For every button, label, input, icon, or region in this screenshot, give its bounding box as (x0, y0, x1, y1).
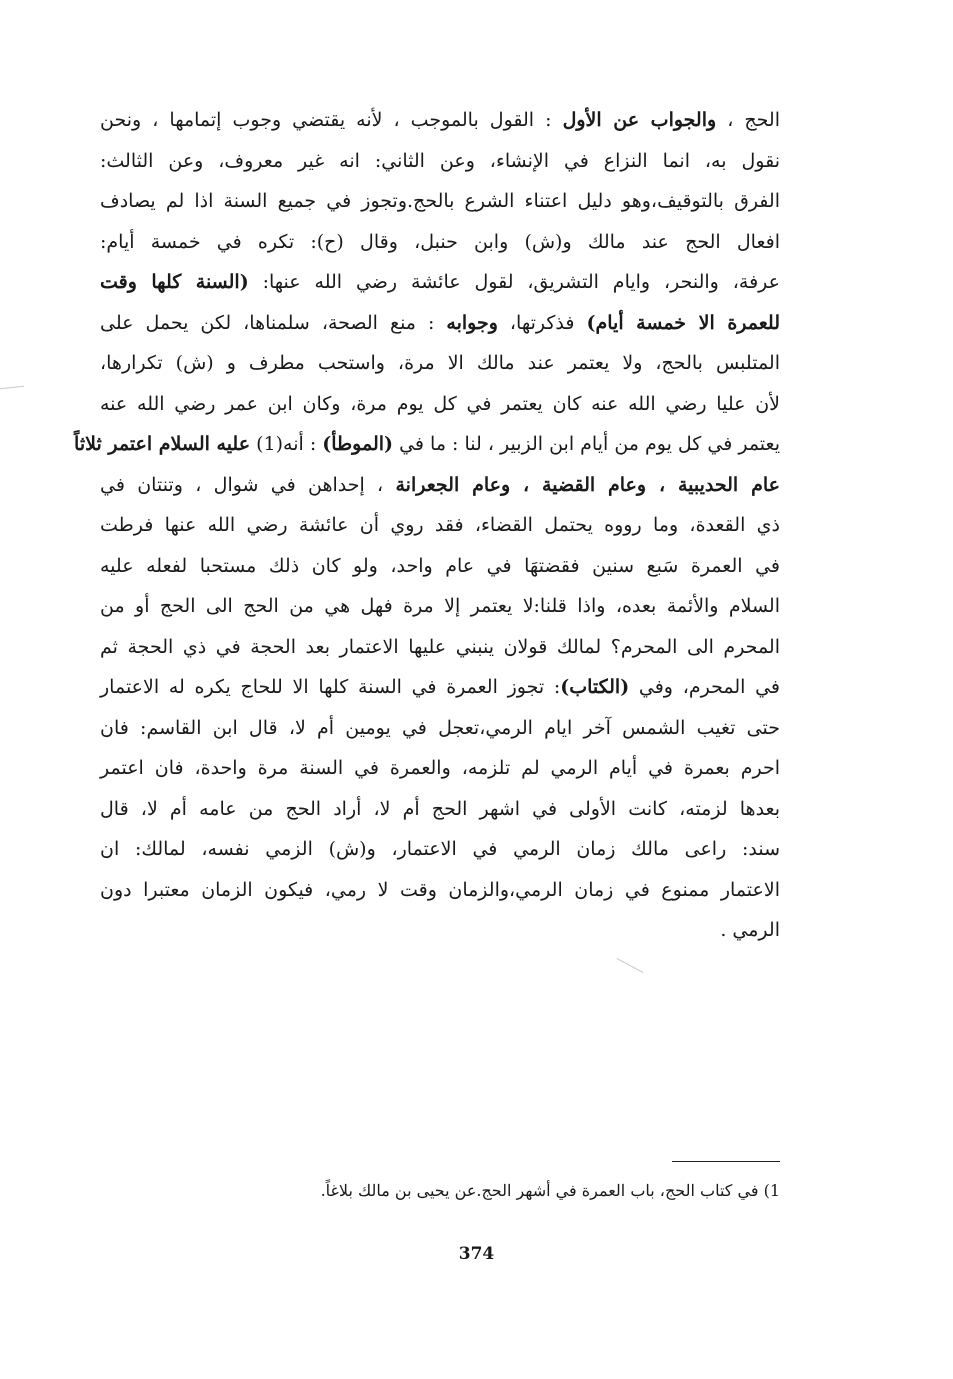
text-line (100, 627, 780, 668)
text-run: في المحرم، وفي (629, 676, 781, 698)
text-line (74, 424, 780, 465)
text-line (100, 262, 780, 303)
text-line (100, 870, 780, 911)
text-line (100, 303, 780, 344)
text-line (100, 667, 780, 708)
text-run: : أنه(1) (250, 433, 323, 455)
text-line (100, 586, 780, 627)
text-line (100, 465, 780, 506)
text-line (100, 829, 780, 870)
bold-phrase: عليه السلام اعتمر ثلاثاً (74, 433, 251, 455)
body-text (74, 100, 781, 951)
bold-phrase: (السنة كلها وقت (100, 271, 249, 293)
text-line (100, 505, 780, 546)
bold-phrase: عام الحديبية ، وعام القضية ، وعام الجعرانة (395, 473, 780, 496)
text-line (100, 789, 780, 830)
bold-phrase: للعمرة الا خمسة أيام) (586, 311, 780, 334)
text-line (100, 546, 780, 587)
text-run: افعال الحج عند مالك و(ش) وابن حنبل، وقال (ح): تكره في خمسة أيام: (100, 230, 780, 253)
text-run: ، إحداهن في شوال ، وتنتان في (100, 473, 396, 496)
page-number: 374 (458, 1244, 495, 1264)
text-run: الاعتمار ممنوع في زمان الرمي،والزمان وقت لا رمي، فيكون الزمان معتبرا دون (100, 878, 780, 901)
bold-phrase: وجوابه (446, 311, 498, 334)
text-run: فذكرتها، (497, 311, 587, 334)
text-line (100, 100, 780, 141)
text-run: حتى تغيب الشمس آخر ايام الرمي،تعجل في يومين أم لا، قال ابن القاسم: فان (100, 716, 780, 739)
footnote: 1) في كتاب الحج، باب العمرة في أشهر الحج.عن يحيى بن مالك بلاغاً. (320, 1181, 780, 1200)
text-run: بعدها لزمته، كانت الأولى في اشهر الحج أم لا، أراد الحج من عامه أم لا، قال (100, 797, 780, 820)
scan-artifact (617, 958, 644, 973)
text-run: : منع الصحة، سلمناها، لكن يحمل على (100, 311, 447, 334)
text-run: لأن عليا رضي الله عنه كان يعتمر في كل يوم مرة، وكان ابن عمر رضي الله عنه (100, 392, 780, 415)
text-run: ذي القعدة، وما رووه يحتمل القضاء، فقد روي أن عائشة رضي الله عنها فرطت (100, 514, 780, 536)
text-run: السلام والأئمة بعده، واذا قلنا:لا يعتمر إلا مرة فهل هي من الحج الى الحج أو من (100, 595, 780, 617)
text-line (100, 181, 780, 222)
text-run: يعتمر في كل يوم من أيام ابن الزبير ، لنا : ما في (393, 433, 780, 455)
text-run: احرم بعمرة في أيام الرمي لم تلزمه، والعمرة في السنة مرة واحدة، فان اعتمر (100, 757, 780, 779)
text-line (100, 708, 780, 749)
text-run: الحج ، (716, 109, 780, 131)
text-line (100, 141, 780, 182)
bold-phrase: (الكتاب) (560, 676, 630, 698)
text-line (100, 343, 780, 384)
bold-phrase: (الموطأ) (322, 433, 394, 455)
text-run: الفرق بالتوقيف،وهو دليل اعتناء الشرع بالحج.وتجوز في جميع السنة اذا لم يصادف (100, 190, 780, 212)
footnote-divider (672, 1161, 780, 1162)
text-run: سند: راعى مالك زمان الرمي في الاعتمار، و(ش) الزمي نفسه، لمالك: ان (100, 838, 780, 860)
bold-phrase: والجواب عن الأول (562, 109, 717, 131)
scan-artifact (0, 386, 24, 390)
text-line (100, 222, 780, 263)
text-run: : تجوز العمرة في السنة كلها الا للحاج يكره له الاعتمار (100, 676, 561, 698)
text-run: المتلبس بالحج، ولا يعتمر عند مالك الا مرة، واستحب مطرف و (ش) تكرارها، (100, 352, 780, 374)
text-line (100, 910, 780, 951)
text-run: الرمي . (720, 919, 780, 941)
text-run: في العمرة سَبع سنين فقضتهَا في عام واحد، ولو كان ذلك مستحبا لفعله عليه (100, 554, 780, 577)
text-run: المحرم الى المحرم؟ لمالك قولان ينبني عليها الاعتمار بعد الحجة في ذي الحجة ثم (100, 635, 780, 658)
text-line (100, 384, 780, 425)
text-line (100, 748, 780, 789)
text-run: : القول بالموجب ، لأنه يقتضي وجوب إتمامها ، ونحن (100, 109, 563, 131)
text-run: عرفة، والنحر، وايام التشريق، لقول عائشة رضي الله عنها: (248, 271, 780, 293)
text-run: نقول به، انما النزاع في الإنشاء، وعن الثاني: انه غير معروف، وعن الثالث: (100, 149, 780, 172)
